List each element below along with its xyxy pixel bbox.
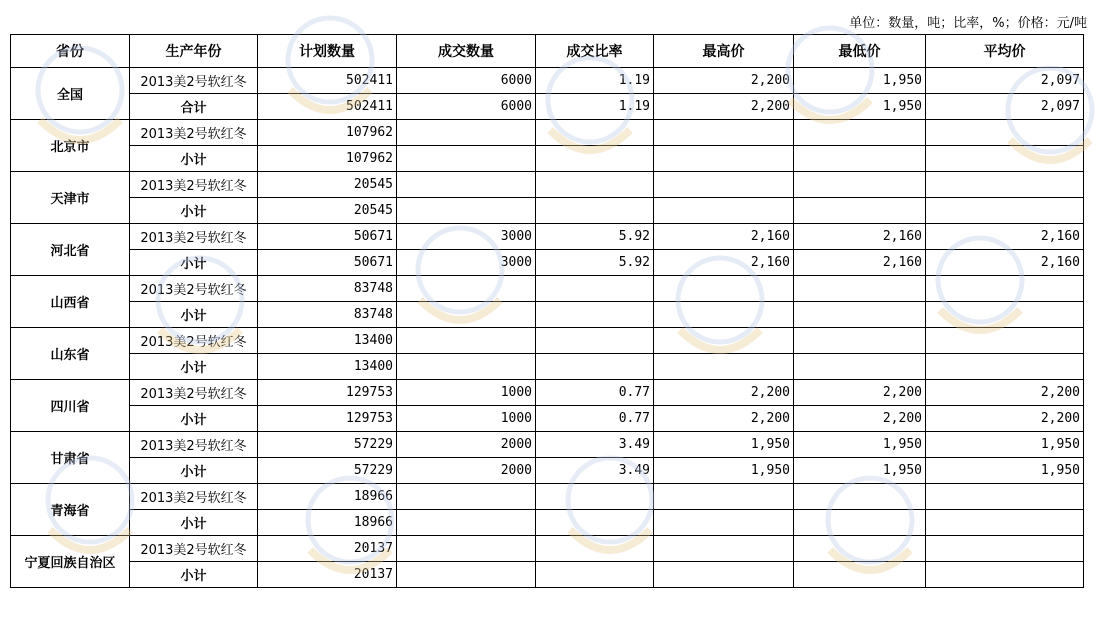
cell-avg-price — [926, 198, 1084, 224]
cell-production-year: 小计 — [130, 354, 258, 380]
cell-max-price: 2,160 — [654, 250, 794, 276]
cell-traded-quantity — [397, 146, 536, 172]
cell-province: 全国 — [11, 68, 130, 120]
cell-trade-ratio: 0.77 — [536, 406, 654, 432]
table-header-row — [11, 35, 1084, 68]
cell-planned-quantity: 57229 — [258, 432, 397, 458]
cell-traded-quantity: 1000 — [397, 380, 536, 406]
auction-results-table — [10, 34, 1084, 588]
table-row — [11, 302, 1084, 328]
cell-province: 北京市 — [11, 120, 130, 172]
cell-planned-quantity: 13400 — [258, 328, 397, 354]
cell-max-price: 2,200 — [654, 68, 794, 94]
cell-avg-price: 2,097 — [926, 68, 1084, 94]
cell-traded-quantity — [397, 172, 536, 198]
cell-trade-ratio: 3.49 — [536, 432, 654, 458]
cell-max-price — [654, 276, 794, 302]
cell-avg-price: 2,160 — [926, 250, 1084, 276]
cell-avg-price: 2,160 — [926, 224, 1084, 250]
cell-trade-ratio — [536, 276, 654, 302]
cell-production-year: 小计 — [130, 302, 258, 328]
cell-max-price — [654, 536, 794, 562]
cell-trade-ratio: 5.92 — [536, 250, 654, 276]
cell-planned-quantity: 50671 — [258, 250, 397, 276]
cell-avg-price — [926, 328, 1084, 354]
cell-trade-ratio — [536, 302, 654, 328]
table-row — [11, 276, 1084, 302]
cell-production-year: 小计 — [130, 146, 258, 172]
cell-traded-quantity — [397, 328, 536, 354]
table-row — [11, 146, 1084, 172]
cell-avg-price — [926, 510, 1084, 536]
cell-production-year: 2013美2号软红冬 — [130, 484, 258, 510]
cell-max-price — [654, 302, 794, 328]
cell-max-price: 1,950 — [654, 458, 794, 484]
cell-max-price: 2,200 — [654, 94, 794, 120]
table-row — [11, 510, 1084, 536]
cell-planned-quantity: 20545 — [258, 172, 397, 198]
cell-min-price — [794, 562, 926, 588]
cell-min-price — [794, 146, 926, 172]
cell-province: 山西省 — [11, 276, 130, 328]
unit-note: 单位：数量，吨；比率，%；价格：元/吨 — [849, 16, 1087, 31]
cell-trade-ratio — [536, 146, 654, 172]
cell-avg-price: 2,200 — [926, 406, 1084, 432]
cell-min-price: 2,160 — [794, 250, 926, 276]
cell-traded-quantity: 2000 — [397, 432, 536, 458]
header-production-year: 生产年份 — [130, 35, 258, 68]
cell-planned-quantity: 13400 — [258, 354, 397, 380]
cell-province: 河北省 — [11, 224, 130, 276]
cell-province: 宁夏回族自治区 — [11, 536, 130, 588]
cell-avg-price — [926, 562, 1084, 588]
cell-production-year: 2013美2号软红冬 — [130, 536, 258, 562]
cell-traded-quantity — [397, 276, 536, 302]
cell-production-year: 合计 — [130, 94, 258, 120]
cell-planned-quantity: 20545 — [258, 198, 397, 224]
table-row — [11, 536, 1084, 562]
cell-province: 天津市 — [11, 172, 130, 224]
cell-avg-price: 1,950 — [926, 432, 1084, 458]
cell-min-price — [794, 276, 926, 302]
cell-traded-quantity: 6000 — [397, 68, 536, 94]
cell-trade-ratio: 3.49 — [536, 458, 654, 484]
cell-province: 青海省 — [11, 484, 130, 536]
cell-min-price — [794, 536, 926, 562]
cell-production-year: 2013美2号软红冬 — [130, 224, 258, 250]
cell-province: 甘肃省 — [11, 432, 130, 484]
cell-planned-quantity: 502411 — [258, 94, 397, 120]
cell-min-price — [794, 302, 926, 328]
cell-avg-price — [926, 120, 1084, 146]
cell-planned-quantity: 20137 — [258, 536, 397, 562]
header-min-price: 最低价 — [794, 35, 926, 68]
table-row — [11, 68, 1084, 94]
cell-min-price — [794, 120, 926, 146]
cell-min-price: 1,950 — [794, 68, 926, 94]
cell-max-price — [654, 146, 794, 172]
cell-planned-quantity: 502411 — [258, 68, 397, 94]
cell-avg-price — [926, 146, 1084, 172]
table-row — [11, 120, 1084, 146]
cell-avg-price — [926, 302, 1084, 328]
cell-min-price: 2,200 — [794, 380, 926, 406]
cell-trade-ratio — [536, 354, 654, 380]
cell-planned-quantity: 18966 — [258, 510, 397, 536]
cell-production-year: 2013美2号软红冬 — [130, 380, 258, 406]
cell-trade-ratio — [536, 198, 654, 224]
table-row — [11, 94, 1084, 120]
header-trade-ratio: 成交比率 — [536, 35, 654, 68]
cell-traded-quantity: 1000 — [397, 406, 536, 432]
header-avg-price: 平均价 — [926, 35, 1084, 68]
cell-min-price — [794, 198, 926, 224]
cell-planned-quantity: 83748 — [258, 276, 397, 302]
cell-planned-quantity: 20137 — [258, 562, 397, 588]
table-row — [11, 328, 1084, 354]
cell-avg-price: 1,950 — [926, 458, 1084, 484]
cell-max-price — [654, 510, 794, 536]
cell-traded-quantity — [397, 510, 536, 536]
cell-avg-price — [926, 276, 1084, 302]
cell-avg-price — [926, 172, 1084, 198]
cell-planned-quantity: 129753 — [258, 380, 397, 406]
cell-planned-quantity: 18966 — [258, 484, 397, 510]
cell-min-price: 2,200 — [794, 406, 926, 432]
cell-planned-quantity: 129753 — [258, 406, 397, 432]
cell-trade-ratio — [536, 484, 654, 510]
cell-production-year: 小计 — [130, 458, 258, 484]
table-row — [11, 224, 1084, 250]
cell-traded-quantity — [397, 120, 536, 146]
cell-max-price — [654, 328, 794, 354]
cell-min-price: 1,950 — [794, 432, 926, 458]
cell-trade-ratio — [536, 120, 654, 146]
table-row — [11, 406, 1084, 432]
cell-max-price: 2,160 — [654, 224, 794, 250]
cell-traded-quantity — [397, 198, 536, 224]
cell-trade-ratio — [536, 328, 654, 354]
cell-production-year: 小计 — [130, 562, 258, 588]
cell-production-year: 2013美2号软红冬 — [130, 172, 258, 198]
cell-production-year: 小计 — [130, 198, 258, 224]
cell-max-price — [654, 198, 794, 224]
cell-traded-quantity: 3000 — [397, 224, 536, 250]
cell-traded-quantity: 6000 — [397, 94, 536, 120]
table-row — [11, 198, 1084, 224]
cell-max-price — [654, 172, 794, 198]
table-row — [11, 250, 1084, 276]
cell-province: 四川省 — [11, 380, 130, 432]
cell-min-price — [794, 328, 926, 354]
cell-production-year: 2013美2号软红冬 — [130, 432, 258, 458]
cell-avg-price — [926, 536, 1084, 562]
cell-trade-ratio — [536, 510, 654, 536]
cell-avg-price: 2,097 — [926, 94, 1084, 120]
header-planned-quantity: 计划数量 — [258, 35, 397, 68]
header-province: 省份 — [11, 35, 130, 68]
cell-max-price: 1,950 — [654, 432, 794, 458]
table-row — [11, 562, 1084, 588]
cell-min-price — [794, 354, 926, 380]
cell-trade-ratio: 5.92 — [536, 224, 654, 250]
cell-max-price: 2,200 — [654, 380, 794, 406]
table-row — [11, 458, 1084, 484]
cell-trade-ratio — [536, 172, 654, 198]
cell-production-year: 小计 — [130, 250, 258, 276]
cell-avg-price — [926, 354, 1084, 380]
table-row — [11, 354, 1084, 380]
cell-avg-price: 2,200 — [926, 380, 1084, 406]
cell-production-year: 2013美2号软红冬 — [130, 276, 258, 302]
cell-planned-quantity: 83748 — [258, 302, 397, 328]
cell-min-price: 1,950 — [794, 458, 926, 484]
cell-planned-quantity: 107962 — [258, 146, 397, 172]
header-traded-quantity: 成交数量 — [397, 35, 536, 68]
cell-production-year: 2013美2号软红冬 — [130, 328, 258, 354]
cell-production-year: 小计 — [130, 406, 258, 432]
cell-trade-ratio — [536, 536, 654, 562]
cell-planned-quantity: 57229 — [258, 458, 397, 484]
cell-production-year: 小计 — [130, 510, 258, 536]
cell-max-price — [654, 562, 794, 588]
cell-min-price — [794, 172, 926, 198]
cell-traded-quantity — [397, 302, 536, 328]
cell-traded-quantity — [397, 354, 536, 380]
cell-planned-quantity: 107962 — [258, 120, 397, 146]
cell-production-year: 2013美2号软红冬 — [130, 120, 258, 146]
cell-min-price — [794, 510, 926, 536]
cell-max-price: 2,200 — [654, 406, 794, 432]
cell-traded-quantity — [397, 536, 536, 562]
table-row — [11, 432, 1084, 458]
cell-traded-quantity — [397, 562, 536, 588]
cell-province: 山东省 — [11, 328, 130, 380]
cell-max-price — [654, 120, 794, 146]
cell-min-price: 2,160 — [794, 224, 926, 250]
cell-max-price — [654, 484, 794, 510]
cell-trade-ratio: 1.19 — [536, 68, 654, 94]
table-row — [11, 380, 1084, 406]
cell-trade-ratio — [536, 562, 654, 588]
cell-production-year: 2013美2号软红冬 — [130, 68, 258, 94]
cell-min-price — [794, 484, 926, 510]
cell-traded-quantity: 3000 — [397, 250, 536, 276]
cell-trade-ratio: 1.19 — [536, 94, 654, 120]
cell-planned-quantity: 50671 — [258, 224, 397, 250]
cell-max-price — [654, 354, 794, 380]
table-row — [11, 484, 1084, 510]
cell-min-price: 1,950 — [794, 94, 926, 120]
table-row — [11, 172, 1084, 198]
header-max-price: 最高价 — [654, 35, 794, 68]
cell-trade-ratio: 0.77 — [536, 380, 654, 406]
cell-avg-price — [926, 484, 1084, 510]
cell-traded-quantity: 2000 — [397, 458, 536, 484]
cell-traded-quantity — [397, 484, 536, 510]
